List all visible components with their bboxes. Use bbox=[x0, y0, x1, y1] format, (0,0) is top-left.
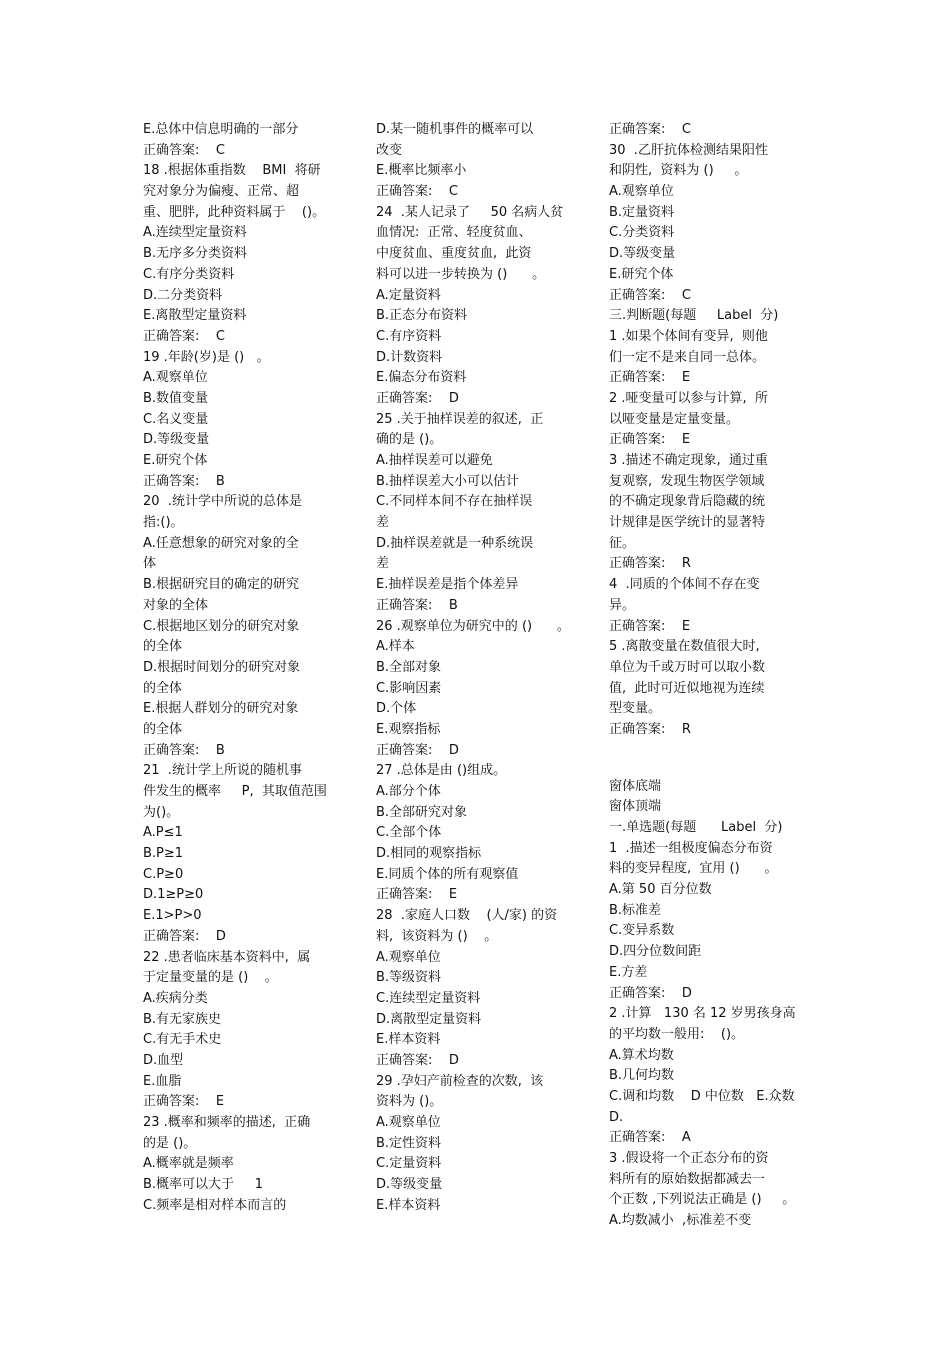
middle-column-line: B.抽样误差大小可以估计 bbox=[376, 473, 520, 489]
left-column-line: D.二分类资料 bbox=[143, 287, 223, 303]
left-column-line: A.任意想象的研究对象的全 bbox=[143, 535, 299, 551]
right-column-line: 值, 此时可近似地视为连续 bbox=[609, 680, 765, 696]
right-column-line: 4 .同质的个体间不存在变 bbox=[609, 577, 760, 593]
right-column-line: 正确答案: E bbox=[609, 618, 691, 634]
right-column-line: 的不确定现象背后隐藏的统 bbox=[609, 494, 766, 510]
right-column-line: E.方差 bbox=[609, 964, 648, 980]
left-column-line: 正确答案: E bbox=[143, 1094, 225, 1110]
left-column-line: E.1>P>0 bbox=[143, 908, 202, 924]
left-column-line: 重、肥胖, 此种资料属于 ()。 bbox=[143, 204, 326, 220]
left-column-line: B.数值变量 bbox=[143, 390, 209, 406]
middle-column-line: D.个体 bbox=[376, 701, 417, 717]
middle-column-line: 血情况: 正常、轻度贫血、 bbox=[376, 225, 532, 241]
right-column-line: 单位为千或万时可以取小数 bbox=[609, 659, 766, 675]
right-column-line: 正确答案: C bbox=[609, 122, 691, 137]
left-column-line: B.无序多分类资料 bbox=[143, 246, 248, 262]
right-column-line: 5 .离散变量在数值很大时, bbox=[609, 639, 760, 655]
middle-column-line: B.全部研究对象 bbox=[376, 804, 468, 820]
right-column-line: 正确答案: R bbox=[609, 556, 691, 572]
right-column-line: 计规律是医学统计的显著特 bbox=[609, 515, 766, 531]
middle-column-line: 中度贫血、重度贫血, 此资 bbox=[376, 246, 532, 262]
left-column-line: B.概率可以大于 1 bbox=[143, 1177, 263, 1193]
left-column-line: 的全体 bbox=[143, 721, 183, 737]
right-column-line: 正确答案: D bbox=[609, 985, 692, 1001]
middle-column-line: 29 .孕妇产前检查的次数, 该 bbox=[376, 1073, 544, 1089]
middle-column-line: 27 .总体是由 ()组成。 bbox=[376, 763, 507, 779]
left-column-line: E.根据人群划分的研究对象 bbox=[143, 701, 299, 717]
left-column-line: 18 .根据体重指数 BMI 将研 bbox=[143, 163, 321, 179]
right-column-line: 正确答案: E bbox=[609, 432, 691, 448]
middle-column-line: E.概率比频率小 bbox=[376, 163, 467, 179]
right-column-line: B.几何均数 bbox=[609, 1068, 675, 1084]
middle-column-line: 正确答案: B bbox=[376, 597, 458, 613]
left-column-line: 正确答案: C bbox=[143, 142, 225, 158]
left-column-line: A.观察单位 bbox=[143, 370, 208, 386]
middle-column-line: D.抽样误差就是一种系统误 bbox=[376, 535, 534, 551]
middle-column-line: D.等级变量 bbox=[376, 1177, 443, 1193]
left-column-line: 指:()。 bbox=[143, 515, 184, 531]
left-column-line: A.概率就是频率 bbox=[143, 1156, 234, 1172]
column-left bbox=[143, 120, 353, 1216]
left-column-line: C.名义变量 bbox=[143, 411, 209, 427]
middle-column-line: D.离散型定量资料 bbox=[376, 1011, 482, 1027]
right-column-line: 窗体顶端 bbox=[609, 799, 662, 815]
column-right bbox=[609, 120, 819, 1232]
left-column-line: D.1≥P≥0 bbox=[143, 887, 204, 903]
right-column-line: 料的变异程度, 宜用 () 。 bbox=[609, 861, 778, 877]
right-column-line: A.观察单位 bbox=[609, 184, 674, 200]
right-column-line: 正确答案: A bbox=[609, 1130, 691, 1146]
right-column-line: A.算术均数 bbox=[609, 1047, 674, 1063]
right-column-line: D.等级变量 bbox=[609, 246, 676, 262]
right-column-line: 个正数 ,下列说法正确是 () 。 bbox=[609, 1192, 796, 1208]
left-column-line: 的全体 bbox=[143, 680, 183, 696]
right-column-line: A.均数减小 ,标准差不变 bbox=[609, 1213, 752, 1229]
middle-column-line: 正确答案: E bbox=[376, 887, 458, 903]
middle-column-line: 正确答案: D bbox=[376, 1052, 459, 1068]
right-column-line: D.四分位数间距 bbox=[609, 944, 702, 960]
left-column-line: 于定量变量的是 () 。 bbox=[143, 970, 278, 986]
right-column-line: 以哑变量是定量变量。 bbox=[609, 411, 740, 427]
right-column-line: C.变异系数 bbox=[609, 923, 675, 939]
middle-column-line: C.连续型定量资料 bbox=[376, 990, 481, 1006]
left-column-line: D.根据时间划分的研究对象 bbox=[143, 659, 301, 675]
middle-column-line: A.观察单位 bbox=[376, 1115, 441, 1130]
left-column-line: 正确答案: B bbox=[143, 742, 225, 758]
left-column-line: C.P≥0 bbox=[143, 866, 184, 882]
middle-column-line: 差 bbox=[376, 515, 390, 531]
middle-column-line: B.正态分布资料 bbox=[376, 308, 468, 324]
right-column-line: 三.判断题(每题 Label 分) bbox=[609, 308, 779, 324]
middle-column-line: B.定性资料 bbox=[376, 1135, 442, 1151]
middle-column-line: 差 bbox=[376, 556, 390, 572]
right-column-line: A.第 50 百分位数 bbox=[609, 882, 712, 898]
left-column-line: A.疾病分类 bbox=[143, 990, 208, 1006]
left-column-line: 正确答案: D bbox=[143, 928, 226, 944]
middle-column-line: E.样本资料 bbox=[376, 1032, 441, 1048]
middle-column-line: D.计数资料 bbox=[376, 349, 443, 365]
right-column-line: 1 .描述一组极度偏态分布资 bbox=[609, 840, 773, 856]
left-column-line: C.频率是相对样本而言的 bbox=[143, 1197, 287, 1213]
right-column-line: 30 .乙肝抗体检测结果阳性 bbox=[609, 142, 768, 158]
right-column-line: 型变量。 bbox=[609, 701, 662, 717]
left-column-line: 正确答案: C bbox=[143, 328, 225, 344]
left-column-line: 体 bbox=[143, 556, 157, 572]
right-column-line: 2 .哑变量可以参与计算, 所 bbox=[609, 390, 768, 406]
left-column-line: 的全体 bbox=[143, 639, 183, 655]
right-column-line: 料所有的原始数据都减去一 bbox=[609, 1171, 766, 1187]
middle-column-line: D.相同的观察指标 bbox=[376, 846, 482, 862]
middle-column-line: B.全部对象 bbox=[376, 659, 442, 675]
left-column-line: 的是 ()。 bbox=[143, 1135, 197, 1151]
middle-column-line: 正确答案: D bbox=[376, 390, 459, 406]
left-column-line: 对象的全体 bbox=[143, 597, 209, 613]
left-column-line: 正确答案: B bbox=[143, 473, 225, 489]
right-column-line: B.定量资料 bbox=[609, 204, 675, 220]
middle-column-line: C.不同样本间不存在抽样误 bbox=[376, 494, 533, 510]
middle-column-line: 改变 bbox=[376, 142, 403, 158]
right-column-line: 复观察, 发现生物医学领域 bbox=[609, 473, 765, 489]
left-column-line: C.有无手术史 bbox=[143, 1032, 222, 1048]
right-column-line: E.研究个体 bbox=[609, 266, 674, 282]
middle-column-line: 正确答案: C bbox=[376, 184, 458, 200]
left-column-line: B.有无家族史 bbox=[143, 1011, 222, 1027]
right-column-line: 征。 bbox=[609, 535, 636, 551]
middle-column-line: 确的是 ()。 bbox=[376, 432, 443, 448]
left-column-line: 究对象分为偏瘦、正常、超 bbox=[143, 184, 300, 200]
right-column-line: 2 .计算 130 名 12 岁男孩身高 bbox=[609, 1006, 796, 1022]
left-column-line: D.等级变量 bbox=[143, 432, 210, 448]
middle-column-line: A.样本 bbox=[376, 639, 415, 655]
right-column-line: D. bbox=[609, 1109, 624, 1125]
middle-column-line: E.偏态分布资料 bbox=[376, 370, 467, 386]
middle-column-line: C.定量资料 bbox=[376, 1156, 442, 1172]
middle-column-line: D.某一随机事件的概率可以 bbox=[376, 122, 534, 137]
left-column-line: 为()。 bbox=[143, 804, 180, 820]
middle-column-line: 料可以进一步转换为 () 。 bbox=[376, 266, 546, 282]
middle-column-line: E.同质个体的所有观察值 bbox=[376, 866, 519, 882]
middle-column-line: 26 .观察单位为研究中的 () 。 bbox=[376, 618, 570, 634]
right-column-line: 的平均数一般用: ()。 bbox=[609, 1026, 745, 1042]
left-column-line: B.P≥1 bbox=[143, 846, 184, 862]
left-column-line: C.有序分类资料 bbox=[143, 266, 235, 282]
middle-column-line: E.抽样误差是指个体差异 bbox=[376, 577, 519, 593]
middle-column-line: A.部分个体 bbox=[376, 784, 441, 799]
right-column-line: 异。 bbox=[609, 597, 636, 613]
right-column-line: 正确答案: R bbox=[609, 721, 691, 737]
left-column-line: E.总体中信息明确的一部分 bbox=[143, 122, 299, 137]
right-column-line: 1 .如果个体间有变异, 则他 bbox=[609, 328, 768, 344]
right-column-line: 一.单选题(每题 Label 分) bbox=[609, 820, 783, 835]
middle-column-line: 24 .某人记录了 50 名病人贫 bbox=[376, 204, 564, 220]
left-column-line: 件发生的概率 P, 其取值范围 bbox=[143, 784, 327, 799]
left-column-line: 20 .统计学中所说的总体是 bbox=[143, 494, 302, 510]
left-column-line: A.连续型定量资料 bbox=[143, 225, 247, 241]
right-column-line: B.标准差 bbox=[609, 902, 662, 918]
right-column-line: 3 .描述不确定现象, 通过重 bbox=[609, 453, 768, 468]
right-column-line: 正确答案: C bbox=[609, 287, 691, 303]
left-column-line: E.离散型定量资料 bbox=[143, 308, 247, 324]
middle-column-line: A.抽样误差可以避免 bbox=[376, 453, 493, 468]
middle-column-line: E.观察指标 bbox=[376, 721, 441, 737]
right-column-line: 们一定不是来自同一总体。 bbox=[609, 349, 766, 365]
left-column-line: 22 .患者临床基本资料中, 属 bbox=[143, 949, 311, 965]
middle-column-line: C.影响因素 bbox=[376, 680, 442, 696]
middle-column-line: A.观察单位 bbox=[376, 949, 441, 965]
left-column-line: E.血脂 bbox=[143, 1073, 182, 1089]
middle-column-line: 资料为 ()。 bbox=[376, 1094, 443, 1110]
left-column-line: C.根据地区划分的研究对象 bbox=[143, 618, 300, 634]
right-column-line: 正确答案: E bbox=[609, 370, 691, 386]
right-column-line: 和阴性, 资料为 () 。 bbox=[609, 163, 748, 179]
column-right-bottom bbox=[609, 777, 819, 1232]
left-column-line: B.根据研究目的确定的研究 bbox=[143, 577, 300, 593]
middle-column-line: A.定量资料 bbox=[376, 287, 441, 303]
middle-column-line: 正确答案: D bbox=[376, 742, 459, 758]
middle-column-line: 28 .家庭人口数 (人/家) 的资 bbox=[376, 908, 558, 924]
left-column-line: D.血型 bbox=[143, 1052, 184, 1068]
left-column-line: 21 .统计学上所说的随机事 bbox=[143, 763, 302, 779]
middle-column-line: C.有序资料 bbox=[376, 328, 442, 344]
left-column-line: 19 .年龄(岁)是 () 。 bbox=[143, 349, 270, 365]
right-column-line: C.分类资料 bbox=[609, 225, 675, 241]
column-right-top bbox=[609, 120, 819, 741]
right-column-line: C.调和均数 D 中位数 E.众数 bbox=[609, 1088, 795, 1104]
middle-column-line: B.等级资料 bbox=[376, 970, 442, 986]
blank-gap bbox=[609, 741, 819, 759]
right-column-line: 窗体底端 bbox=[609, 778, 662, 794]
left-column-line: 23 .概率和频率的描述, 正确 bbox=[143, 1115, 311, 1130]
middle-column-line: 25 .关于抽样误差的叙述, 正 bbox=[376, 411, 544, 427]
left-column-line: A.P≤1 bbox=[143, 825, 183, 841]
middle-column-line: 料, 该资料为 () 。 bbox=[376, 928, 498, 944]
left-column-line: E.研究个体 bbox=[143, 453, 208, 468]
middle-column-line: C.全部个体 bbox=[376, 825, 442, 841]
right-column-line: 3 .假设将一个正态分布的资 bbox=[609, 1151, 769, 1166]
column-middle bbox=[376, 120, 586, 1216]
middle-column-line: E.样本资料 bbox=[376, 1197, 441, 1213]
blank-gap bbox=[609, 759, 819, 777]
